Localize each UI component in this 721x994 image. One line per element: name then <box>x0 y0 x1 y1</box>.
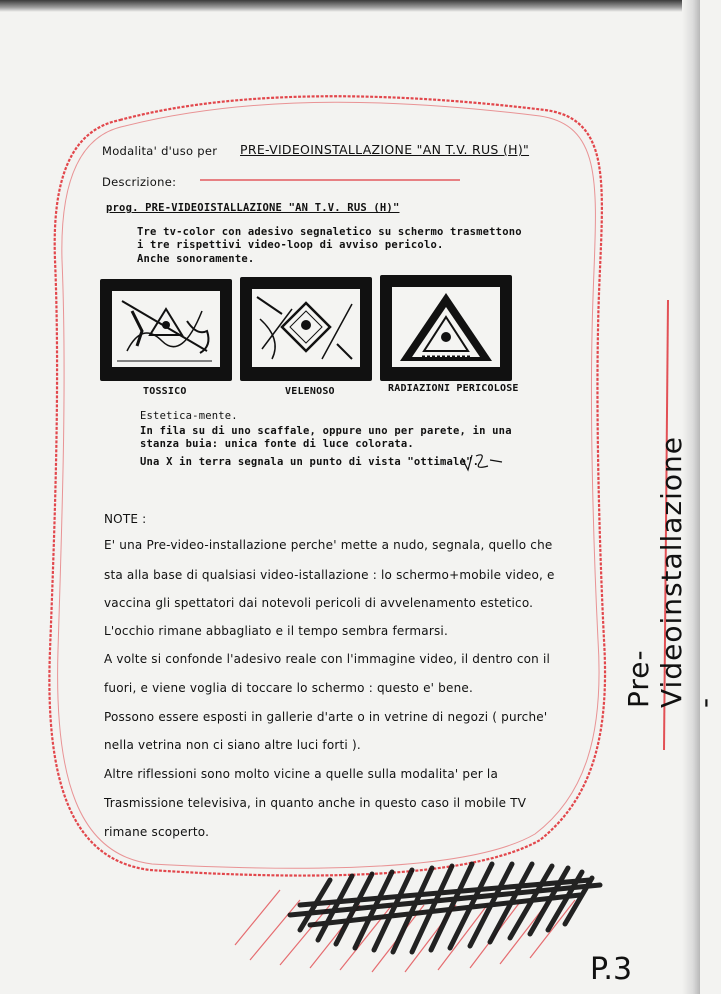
aesthetics-line-3: stanza buia: unica fonte di luce colorata. <box>140 438 414 450</box>
aesthetics-line-2: In fila su di uno scaffale, oppure uno per parete, in una <box>140 425 512 437</box>
monitor-label-velenoso: VELENOSO <box>285 386 335 397</box>
aesthetics-line-4: Una X in terra segnala un punto di vista "ottimale". <box>140 456 480 468</box>
margin-note-vertical: Pre-Videoinstallazione - <box>622 436 721 708</box>
poison-sign-icon <box>252 289 360 367</box>
program-line-3: Anche sonoramente. <box>137 253 255 265</box>
note-line-3: vaccina gli spettatori dai notevoli pericoli di avvelenamento estetico. <box>104 596 534 610</box>
note-line-6: fuori, e viene voglia di toccare lo schermo : questo e' bene. <box>104 681 473 695</box>
note-line-1: E' una Pre-video-installazione perche' mette a nudo, segnala, quello che <box>104 538 553 552</box>
program-title: prog. PRE-VIDEOISTALLAZIONE "AN T.V. RUS (H)" <box>106 202 400 214</box>
monitor-radiazioni <box>380 275 512 381</box>
notes-heading: NOTE : <box>104 512 147 526</box>
note-line-8: nella vetrina non ci siano altre luci forti ). <box>104 738 361 752</box>
monitor-label-tossico: TOSSICO <box>143 386 187 397</box>
program-line-2: i tre rispettivi video-loop di avviso pericolo. <box>137 239 444 251</box>
monitor-tossico <box>100 279 232 381</box>
program-line-1: Tre tv-color con adesivo segnaletico su schermo trasmettono <box>137 226 522 238</box>
aesthetics-line-1: Estetica-mente. <box>140 410 238 422</box>
monitor-velenoso <box>240 277 372 381</box>
radiation-triangle-icon <box>392 287 500 367</box>
note-line-5: A volte si confonde l'adesivo reale con l'immagine video, il dentro con il <box>104 652 551 666</box>
installation-title: PRE-VIDEOINSTALLAZIONE "AN T.V. RUS (H)" <box>240 142 530 157</box>
black-scribble <box>290 864 600 952</box>
description-label: Descrizione: <box>102 175 177 189</box>
note-line-4: L'occhio rimane abbagliato e il tempo sembra fermarsi. <box>104 624 448 638</box>
page-number: P.3 <box>590 952 633 987</box>
note-line-9: Altre riflessioni sono molto vicine a quelle sulla modalita' per la <box>104 767 499 781</box>
usage-prefix: Modalita' d'uso per <box>102 144 218 158</box>
monitor-label-radiazioni: RADIAZIONI PERICOLOSE <box>388 383 519 394</box>
note-line-2: sta alla base di qualsiasi video-istallazione : lo schermo+mobile video, e <box>104 568 555 582</box>
skull-warning-icon <box>112 291 220 367</box>
note-line-11: rimane scoperto. <box>104 825 210 839</box>
note-line-7: Possono essere esposti in gallerie d'arte o in vetrine di negozi ( purche' <box>104 710 548 724</box>
note-line-10: Trasmissione televisiva, in quanto anche in questo caso il mobile TV <box>104 796 527 810</box>
